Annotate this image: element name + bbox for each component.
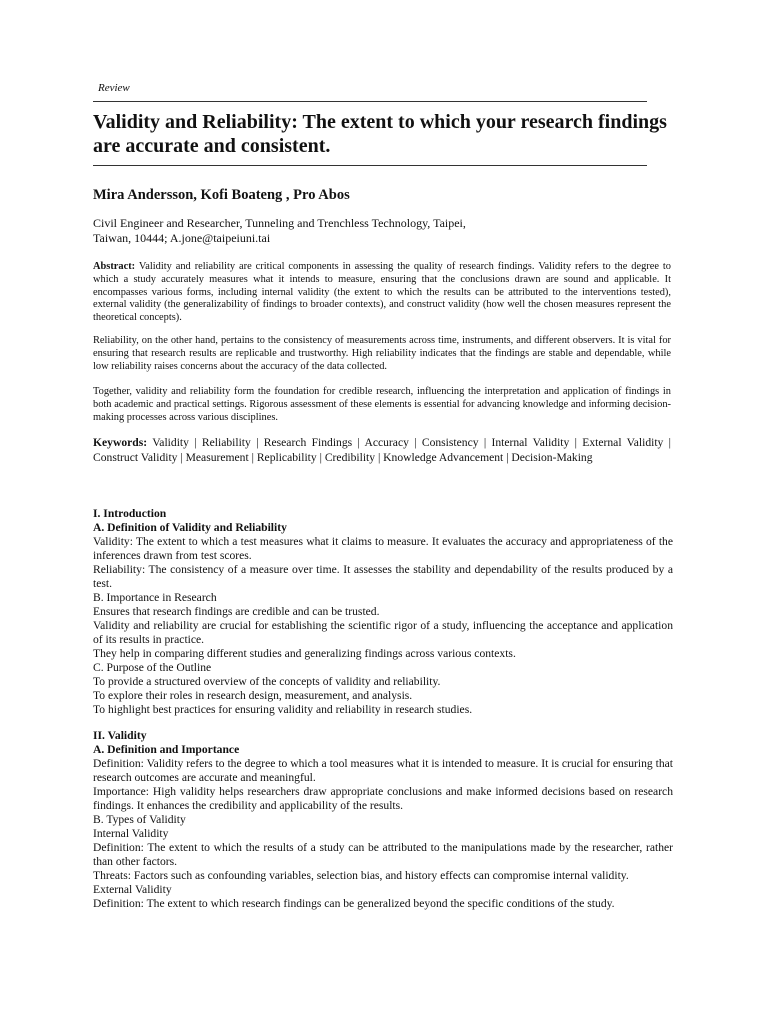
body-paragraph: Definition: The extent to which the results of a study can be attributed to the manipulations made by the researcher, rather than other factors. [93, 841, 673, 868]
keywords-paragraph [93, 436, 671, 465]
body-paragraph: Threats: Factors such as confounding variables, selection bias, and history effects can compromise internal validity. [93, 869, 629, 882]
keywords-text: Validity | Reliability | Research Findings | Accuracy | Consistency | Internal Validity | External Validity | Construct Validity | Measurement | Replicability | Credibility | Knowledge Advancement | Decision-Making [93, 436, 671, 464]
body-paragraph: Reliability: The consistency of a measure over time. It assesses the stability and dependability of the results produced by a test. [93, 563, 673, 590]
affiliation-line-2: Taiwan, 10444; A.jone@taipeiuni.tai [93, 231, 271, 245]
section-heading: II. Validity [93, 729, 147, 742]
sub-subsection-heading: External Validity [93, 883, 172, 896]
header-rule-top [93, 101, 647, 102]
body-line: Ensures that research findings are credible and can be trusted. [93, 605, 380, 618]
subsection-heading: B. Importance in Research [93, 591, 217, 604]
body-line: To highlight best practices for ensuring validity and reliability in research studies. [93, 703, 473, 716]
paper-title: Validity and Reliability: The extent to which your research findings are accurate and consistent. [93, 111, 667, 157]
abstract-paragraph-2: Reliability, on the other hand, pertains to the consistency of measurements across time, instruments, and different observers. It is vital for ensuring that research results are replicable and trustworthy. High reliability indicates that the findings are stable and dependable, while low reliability raises concerns about the accuracy of the data collected. [93, 335, 671, 372]
body-line: They help in comparing different studies and generalizing findings across various contexts. [93, 647, 516, 660]
subsection-heading: A. Definition of Validity and Reliability [93, 521, 287, 534]
subsection-heading: B. Types of Validity [93, 813, 186, 826]
body-line: To provide a structured overview of the concepts of validity and reliability. [93, 675, 441, 688]
section-heading: I. Introduction [93, 507, 167, 520]
body-paragraph: Validity and reliability are crucial for establishing the scientific rigor of a study, influencing the acceptance and application of its results in practice. [93, 619, 673, 646]
affiliation-line-1: Civil Engineer and Researcher, Tunneling and Trenchless Technology, Taipei, [93, 216, 466, 230]
subsection-heading: C. Purpose of the Outline [93, 661, 212, 674]
sub-subsection-heading: Internal Validity [93, 827, 169, 840]
author-list: Mira Andersson, Kofi Boateng , Pro Abos [93, 187, 350, 203]
article-type-label: Review [98, 82, 130, 94]
body-line: To explore their roles in research design, measurement, and analysis. [93, 689, 413, 702]
body-paragraph: Validity: The extent to which a test measures what it claims to measure. It evaluates the accuracy and appropriateness of the inferences drawn from test scores. [93, 535, 673, 562]
abstract-paragraph-3: Together, validity and reliability form the foundation for credible research, influencing the interpretation and application of findings in both academic and practical settings. Rigorous assessment of these elements is essential for advancing knowledge and informing decision-making processes across various disciplines. [93, 386, 671, 423]
body-paragraph: Importance: High validity helps researchers draw appropriate conclusions and make informed decisions based on research findings. It enhances the credibility and applicability of the results. [93, 785, 673, 812]
keywords-label: Keywords: [93, 436, 148, 449]
abstract-text: Validity and reliability are critical components in assessing the quality of research findings. Validity refers to the degree to which a study accurately measures what it intends to measure, ensuring that the conclusions drawn are sound and applicable. It encompasses various forms, including internal validity (the extent to which the results can be attributed to the interventions tested), external validity (the generalizability of findings to broader contexts), and construct validity (how well the chosen measures represent the theoretical concepts). [93, 261, 671, 324]
header-rule-bottom [93, 165, 647, 166]
section-introduction [93, 507, 673, 717]
body-paragraph: Definition: Validity refers to the degree to which a tool measures what it is intended to measure. It is crucial for ensuring that research outcomes are accurate and meaningful. [93, 757, 673, 784]
abstract-paragraph [93, 261, 671, 325]
body-line: Definition: The extent to which research findings can be generalized beyond the specific conditions of the study. [93, 897, 615, 910]
section-validity [93, 729, 673, 911]
subsection-heading: A. Definition and Importance [93, 743, 240, 756]
abstract-label: Abstract: [93, 261, 136, 272]
